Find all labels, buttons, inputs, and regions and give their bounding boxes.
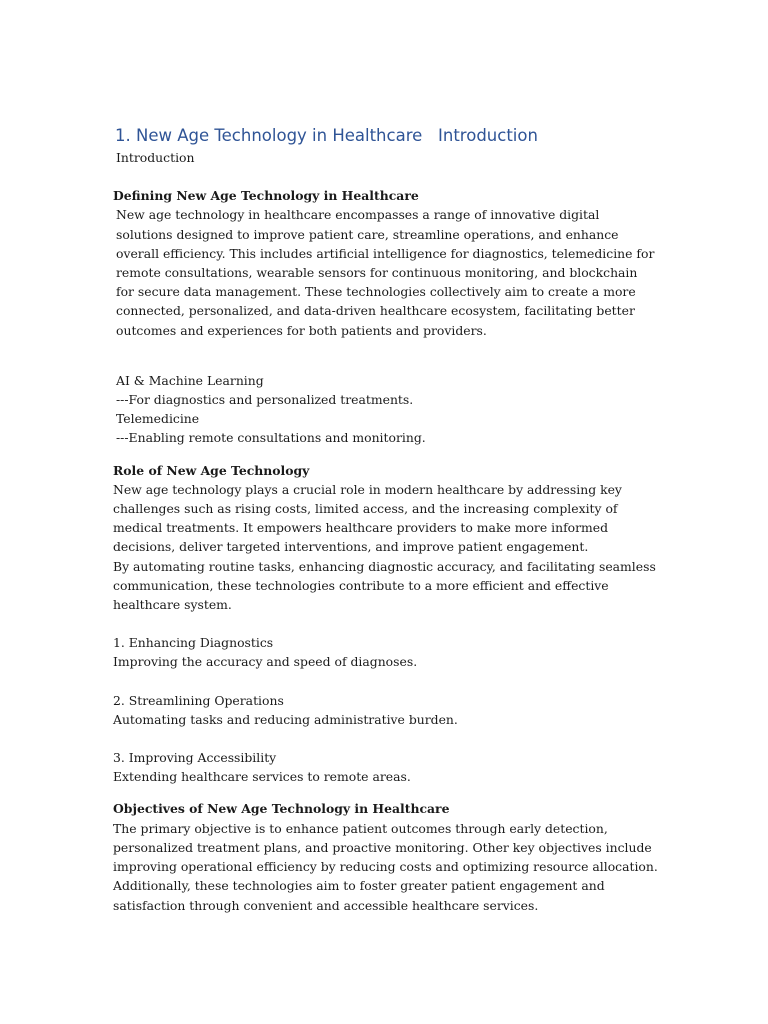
- section-body-objectives: The primary objective is to enhance patient outcomes through early detection, personalized treatment plans, and proactive monitoring. Other key objectives include improving operational efficiency by reducing costs and optimizing resource allocation. Additionally, these technologies aim to foster greater patient engagement and satisfaction through convenient and accessible healthcare services.: [113, 820, 658, 913]
- section-heading-defining: Defining New Age Technology in Healthcare: [113, 188, 419, 204]
- intro-label: Introduction: [116, 150, 195, 165]
- point-description: Extending healthcare services to remote areas.: [113, 769, 411, 785]
- section-body-role-continued: By automating routine tasks, enhancing diagnostic accuracy, and facilitating seamless communication, these technologies contribute to a more efficient and effective healthcare system.: [113, 558, 656, 613]
- list-item: Telemedicine: [116, 411, 200, 427]
- list-item: AI & Machine Learning: [116, 372, 264, 388]
- point-title: 2. Streamlining Operations: [113, 692, 284, 708]
- section-body-defining: New age technology in healthcare encompasses a range of innovative digital solutions designed to improve patient care, streamline operations, and enhance overall efficiency. This includes artificial intelligence for diagnostics, telemedicine for remote consultations, wearable sensors for continuous monitoring, and blockchain for secure data management. These technologies collectively aim to create a more connected, personalized, and data-driven healthcare ecosystem, facilitating better outcomes and experiences for both patients and providers.: [116, 207, 655, 338]
- spacer: [113, 614, 658, 633]
- section-heading-role: Role of New Age Technology: [113, 462, 310, 478]
- document-body: [113, 124, 658, 915]
- point-description: Improving the accuracy and speed of diagnoses.: [113, 654, 418, 670]
- spacer: [113, 729, 658, 748]
- list-item: ---For diagnostics and personalized treatments.: [116, 392, 414, 408]
- spacer: [113, 672, 658, 691]
- section-heading-objectives: Objectives of New Age Technology in Healthcare: [113, 801, 450, 817]
- document-title: 1. New Age Technology in Healthcare Introduction: [115, 126, 538, 145]
- point-title: 3. Improving Accessibility: [113, 750, 277, 766]
- spacer: [113, 448, 658, 461]
- spacer: [113, 167, 658, 186]
- section-body-role: New age technology plays a crucial role in modern healthcare by addressing key challenges such as rising costs, limited access, and the increasing complexity of medical treatments. It empowers healthcare providers to make more informed decisions, deliver targeted interventions, and improve patient engagement.: [113, 481, 622, 555]
- list-item: ---Enabling remote consultations and monitoring.: [116, 430, 426, 446]
- spacer: [113, 340, 658, 371]
- point-description: Automating tasks and reducing administrative burden.: [113, 711, 458, 727]
- spacer: [113, 786, 658, 799]
- point-title: 1. Enhancing Diagnostics: [113, 635, 274, 651]
